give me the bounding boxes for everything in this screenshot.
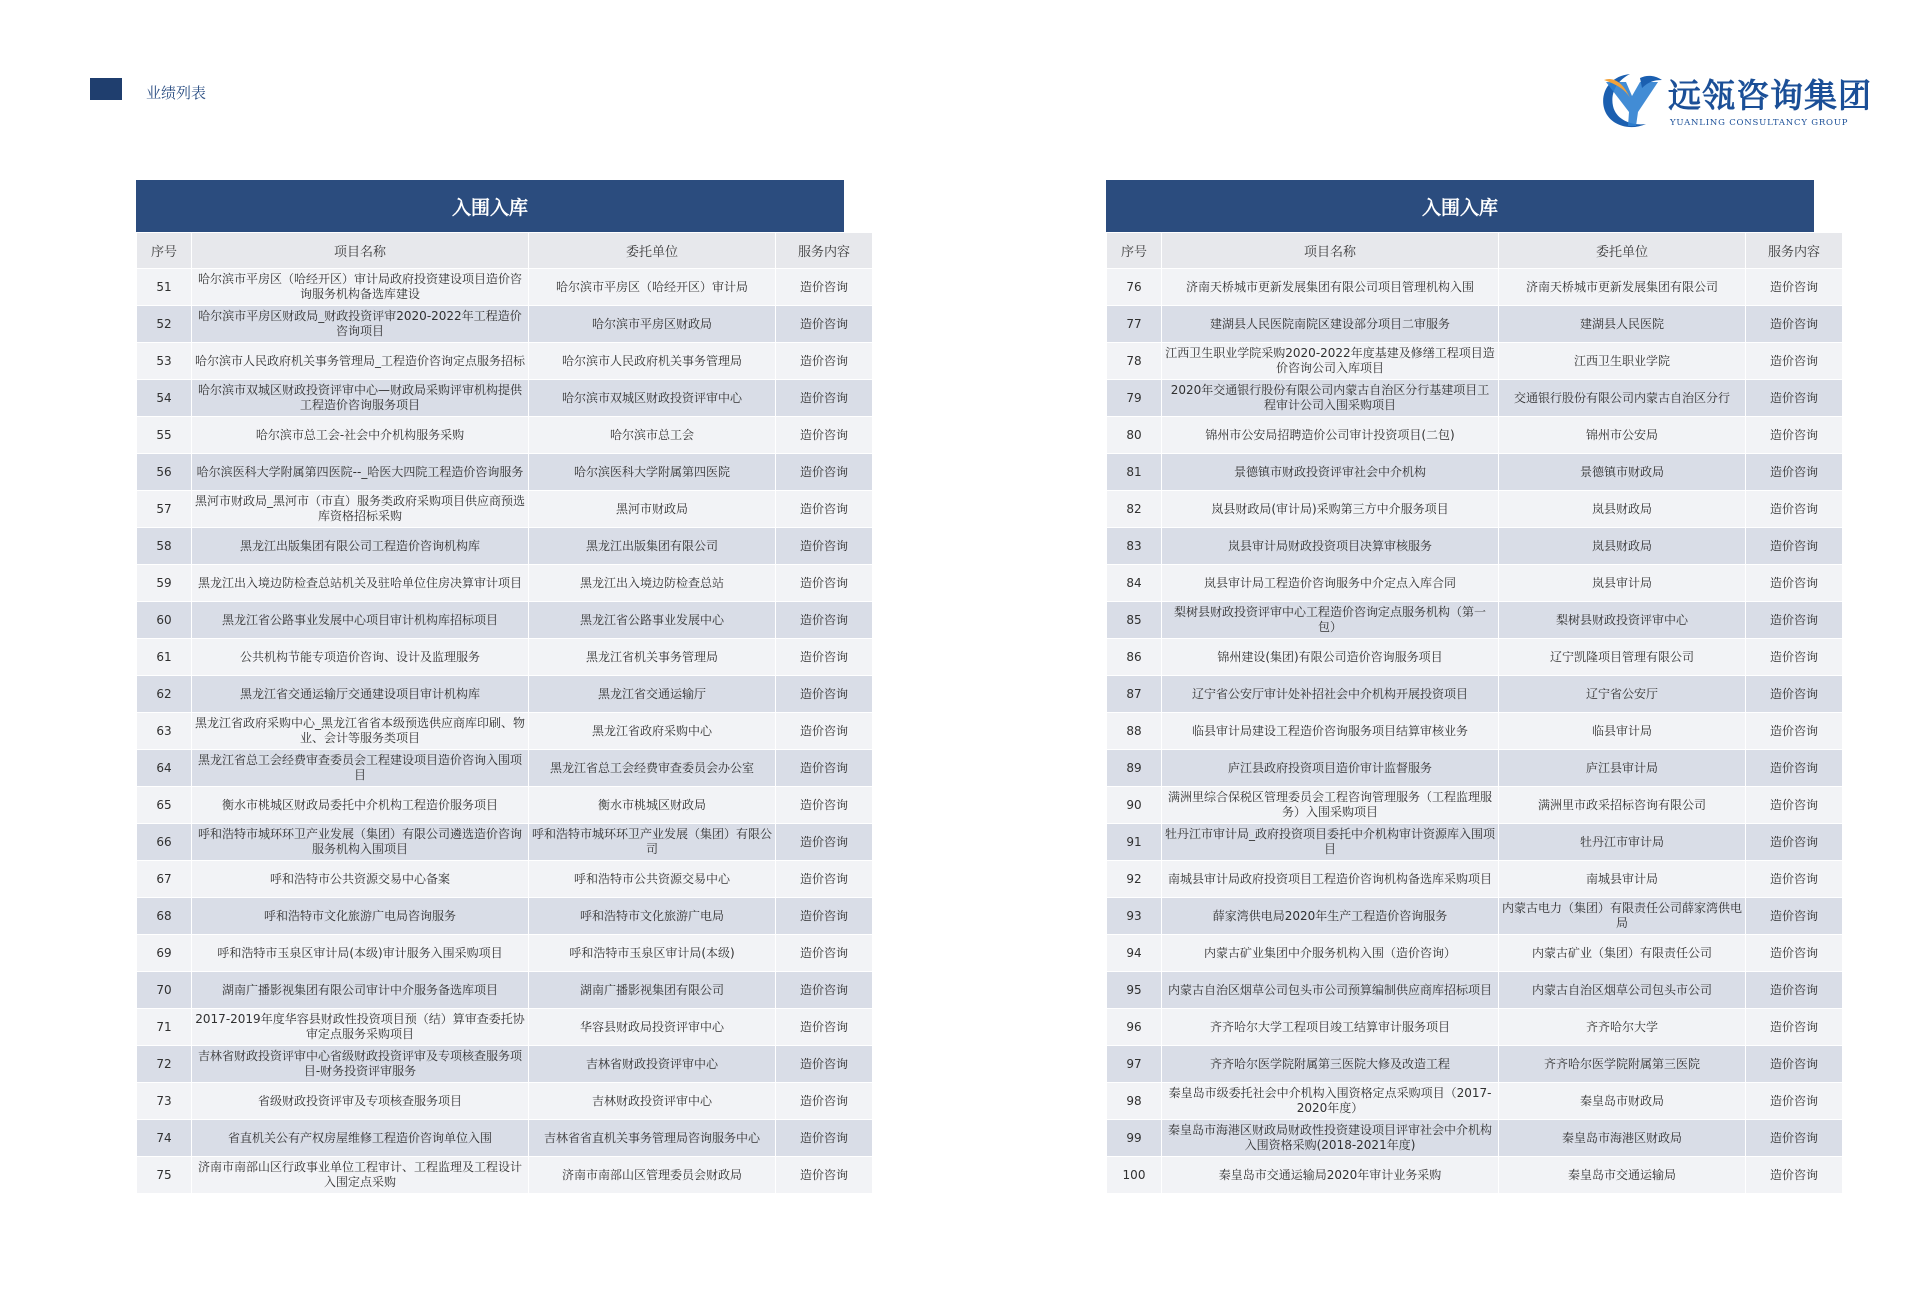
- right-panel-title: 入围入库: [1106, 180, 1814, 232]
- cell-client: 黑龙江省公路事业发展中心: [529, 602, 776, 639]
- cell-no: 64: [137, 750, 192, 787]
- cell-project-name: 哈尔滨市平房区财政局_财政投资评审2020-2022年工程造价咨询项目: [192, 306, 529, 343]
- cell-project-name: 齐齐哈尔医学院附属第三医院大修及改造工程: [1162, 1046, 1499, 1083]
- cell-no: 61: [137, 639, 192, 676]
- table-row: [1107, 491, 1843, 528]
- cell-project-name: 牡丹江市审计局_政府投资项目委托中介机构审计资源库入围项目: [1162, 824, 1499, 861]
- cell-client: 岚县财政局: [1499, 491, 1746, 528]
- logo-text: 远瓴咨询集团: [1668, 76, 1872, 115]
- left-table-panel: [136, 180, 850, 1194]
- right-table: [1106, 232, 1843, 1194]
- cell-service: 造价咨询: [1746, 528, 1843, 565]
- cell-service: 造价咨询: [1746, 1157, 1843, 1194]
- cell-no: 100: [1107, 1157, 1162, 1194]
- cell-no: 73: [137, 1083, 192, 1120]
- col-header-no: 序号: [137, 233, 192, 269]
- col-header-no: 序号: [1107, 233, 1162, 269]
- table-row: [137, 1009, 873, 1046]
- cell-client: 哈尔滨市双城区财政投资评审中心: [529, 380, 776, 417]
- cell-no: 57: [137, 491, 192, 528]
- cell-service: 造价咨询: [776, 1046, 873, 1083]
- table-row: [1107, 380, 1843, 417]
- cell-service: 造价咨询: [1746, 787, 1843, 824]
- cell-project-name: 哈尔滨市平房区（哈经开区）审计局政府投资建设项目造价咨询服务机构备选库建设: [192, 269, 529, 306]
- cell-client: 吉林财政投资评审中心: [529, 1083, 776, 1120]
- cell-no: 83: [1107, 528, 1162, 565]
- cell-service: 造价咨询: [776, 528, 873, 565]
- cell-service: 造价咨询: [776, 1157, 873, 1194]
- cell-client: 黑龙江出版集团有限公司: [529, 528, 776, 565]
- cell-service: 造价咨询: [776, 343, 873, 380]
- cell-no: 62: [137, 676, 192, 713]
- cell-client: 黑龙江省机关事务管理局: [529, 639, 776, 676]
- cell-client: 哈尔滨市平房区财政局: [529, 306, 776, 343]
- cell-project-name: 建湖县人民医院南院区建设部分项目二审服务: [1162, 306, 1499, 343]
- cell-project-name: 济南市南部山区行政事业单位工程审计、工程监理及工程设计入围定点采购: [192, 1157, 529, 1194]
- cell-no: 88: [1107, 713, 1162, 750]
- cell-no: 58: [137, 528, 192, 565]
- cell-client: 交通银行股份有限公司内蒙古自治区分行: [1499, 380, 1746, 417]
- table-row: [137, 713, 873, 750]
- cell-no: 55: [137, 417, 192, 454]
- cell-no: 51: [137, 269, 192, 306]
- cell-no: 97: [1107, 1046, 1162, 1083]
- table-row: [1107, 861, 1843, 898]
- table-header-row: [1107, 233, 1843, 269]
- cell-service: 造价咨询: [1746, 750, 1843, 787]
- cell-client: 黑龙江出入境边防检查总站: [529, 565, 776, 602]
- cell-service: 造价咨询: [1746, 417, 1843, 454]
- cell-no: 66: [137, 824, 192, 861]
- cell-service: 造价咨询: [1746, 1009, 1843, 1046]
- cell-service: 造价咨询: [1746, 269, 1843, 306]
- logo-emblem-icon: [1596, 68, 1666, 134]
- cell-client: 吉林省财政投资评审中心: [529, 1046, 776, 1083]
- cell-project-name: 呼和浩特市玉泉区审计局(本级)审计服务入围采购项目: [192, 935, 529, 972]
- cell-project-name: 衡水市桃城区财政局委托中介机构工程造价服务项目: [192, 787, 529, 824]
- table-row: [137, 454, 873, 491]
- cell-no: 84: [1107, 565, 1162, 602]
- logo-subtitle: YUANLING CONSULTANCY GROUP: [1670, 118, 1849, 128]
- table-row: [137, 306, 873, 343]
- table-row: [1107, 1046, 1843, 1083]
- cell-project-name: 呼和浩特市公共资源交易中心备案: [192, 861, 529, 898]
- cell-no: 90: [1107, 787, 1162, 824]
- cell-no: 89: [1107, 750, 1162, 787]
- cell-service: 造价咨询: [1746, 380, 1843, 417]
- table-row: [137, 750, 873, 787]
- cell-project-name: 济南天桥城市更新发展集团有限公司项目管理机构入围: [1162, 269, 1499, 306]
- cell-project-name: 呼和浩特市城环环卫产业发展（集团）有限公司遴选造价咨询服务机构入围项目: [192, 824, 529, 861]
- table-row: [137, 528, 873, 565]
- table-row: [137, 639, 873, 676]
- cell-client: 内蒙古电力（集团）有限责任公司薛家湾供电局: [1499, 898, 1746, 935]
- cell-project-name: 南城县审计局政府投资项目工程造价咨询机构备选库采购项目: [1162, 861, 1499, 898]
- cell-no: 78: [1107, 343, 1162, 380]
- table-row: [1107, 639, 1843, 676]
- cell-client: 黑龙江省政府采购中心: [529, 713, 776, 750]
- cell-no: 56: [137, 454, 192, 491]
- cell-no: 91: [1107, 824, 1162, 861]
- cell-project-name: 省直机关公有产权房屋维修工程造价咨询单位入围: [192, 1120, 529, 1157]
- cell-no: 79: [1107, 380, 1162, 417]
- cell-client: 牡丹江市审计局: [1499, 824, 1746, 861]
- cell-no: 67: [137, 861, 192, 898]
- cell-no: 85: [1107, 602, 1162, 639]
- cell-project-name: 内蒙古自治区烟草公司包头市公司预算编制供应商库招标项目: [1162, 972, 1499, 1009]
- table-row: [137, 602, 873, 639]
- cell-client: 济南天桥城市更新发展集团有限公司: [1499, 269, 1746, 306]
- table-row: [1107, 343, 1843, 380]
- company-logo: [1596, 68, 1872, 138]
- cell-service: 造价咨询: [1746, 1046, 1843, 1083]
- table-row: [1107, 750, 1843, 787]
- cell-project-name: 岚县财政局(审计局)采购第三方中介服务项目: [1162, 491, 1499, 528]
- cell-project-name: 哈尔滨医科大学附属第四医院--_哈医大四院工程造价咨询服务: [192, 454, 529, 491]
- table-row: [137, 1157, 873, 1194]
- table-row: [1107, 1009, 1843, 1046]
- cell-client: 辽宁省公安厅: [1499, 676, 1746, 713]
- cell-project-name: 黑龙江省总工会经费审查委员会工程建设项目造价咨询入围项目: [192, 750, 529, 787]
- cell-client: 呼和浩特市玉泉区审计局(本级): [529, 935, 776, 972]
- col-header-name: 项目名称: [192, 233, 529, 269]
- table-row: [137, 380, 873, 417]
- col-header-name: 项目名称: [1162, 233, 1499, 269]
- cell-project-name: 临县审计局建设工程造价咨询服务项目结算审核业务: [1162, 713, 1499, 750]
- table-row: [1107, 972, 1843, 1009]
- cell-service: 造价咨询: [1746, 898, 1843, 935]
- col-header-service: 服务内容: [776, 233, 873, 269]
- cell-service: 造价咨询: [1746, 861, 1843, 898]
- cell-project-name: 2017-2019年度华容县财政性投资项目预（结）算审查委托协审定点服务采购项目: [192, 1009, 529, 1046]
- cell-no: 68: [137, 898, 192, 935]
- left-panel-title: 入围入库: [136, 180, 844, 232]
- cell-no: 59: [137, 565, 192, 602]
- cell-service: 造价咨询: [776, 380, 873, 417]
- cell-client: 南城县审计局: [1499, 861, 1746, 898]
- cell-service: 造价咨询: [776, 787, 873, 824]
- cell-client: 呼和浩特市公共资源交易中心: [529, 861, 776, 898]
- cell-project-name: 齐齐哈尔大学工程项目竣工结算审计服务项目: [1162, 1009, 1499, 1046]
- cell-client: 内蒙古矿业（集团）有限责任公司: [1499, 935, 1746, 972]
- cell-project-name: 梨树县财政投资评审中心工程造价咨询定点服务机构（第一包）: [1162, 602, 1499, 639]
- cell-service: 造价咨询: [776, 750, 873, 787]
- cell-no: 76: [1107, 269, 1162, 306]
- cell-no: 63: [137, 713, 192, 750]
- cell-project-name: 内蒙古矿业集团中介服务机构入围（造价咨询）: [1162, 935, 1499, 972]
- cell-client: 呼和浩特市文化旅游广电局: [529, 898, 776, 935]
- cell-service: 造价咨询: [1746, 1120, 1843, 1157]
- cell-no: 53: [137, 343, 192, 380]
- cell-client: 呼和浩特市城环环卫产业发展（集团）有限公司: [529, 824, 776, 861]
- table-row: [1107, 824, 1843, 861]
- cell-client: 秦皇岛市交通运输局: [1499, 1157, 1746, 1194]
- cell-no: 69: [137, 935, 192, 972]
- cell-client: 锦州市公安局: [1499, 417, 1746, 454]
- cell-service: 造价咨询: [776, 898, 873, 935]
- cell-service: 造价咨询: [776, 676, 873, 713]
- cell-service: 造价咨询: [1746, 1083, 1843, 1120]
- cell-client: 齐齐哈尔大学: [1499, 1009, 1746, 1046]
- cell-service: 造价咨询: [1746, 306, 1843, 343]
- cell-service: 造价咨询: [776, 565, 873, 602]
- cell-project-name: 哈尔滨市双城区财政投资评审中心—财政局采购评审机构提供工程造价咨询服务项目: [192, 380, 529, 417]
- cell-client: 建湖县人民医院: [1499, 306, 1746, 343]
- cell-service: 造价咨询: [1746, 639, 1843, 676]
- cell-no: 52: [137, 306, 192, 343]
- cell-service: 造价咨询: [776, 639, 873, 676]
- cell-service: 造价咨询: [776, 417, 873, 454]
- cell-client: 湖南广播影视集团有限公司: [529, 972, 776, 1009]
- cell-client: 庐江县审计局: [1499, 750, 1746, 787]
- table-header-row: [137, 233, 873, 269]
- table-row: [1107, 454, 1843, 491]
- cell-no: 80: [1107, 417, 1162, 454]
- cell-service: 造价咨询: [776, 1009, 873, 1046]
- cell-service: 造价咨询: [776, 972, 873, 1009]
- cell-project-name: 黑龙江省政府采购中心_黑龙江省省本级预选供应商库印刷、物业、会计等服务类项目: [192, 713, 529, 750]
- cell-project-name: 锦州市公安局招聘造价公司审计投资项目(二包): [1162, 417, 1499, 454]
- table-row: [137, 676, 873, 713]
- cell-client: 辽宁凯隆项目管理有限公司: [1499, 639, 1746, 676]
- cell-no: 87: [1107, 676, 1162, 713]
- cell-project-name: 江西卫生职业学院采购2020-2022年度基建及修缮工程项目造价咨询公司入库项目: [1162, 343, 1499, 380]
- cell-client: 江西卫生职业学院: [1499, 343, 1746, 380]
- cell-client: 黑龙江省交通运输厅: [529, 676, 776, 713]
- cell-service: 造价咨询: [1746, 713, 1843, 750]
- cell-no: 72: [137, 1046, 192, 1083]
- cell-client: 哈尔滨医科大学附属第四医院: [529, 454, 776, 491]
- cell-client: 满洲里市政采招标咨询有限公司: [1499, 787, 1746, 824]
- cell-no: 92: [1107, 861, 1162, 898]
- cell-client: 景德镇市财政局: [1499, 454, 1746, 491]
- cell-service: 造价咨询: [1746, 972, 1843, 1009]
- cell-project-name: 黑河市财政局_黑河市（市直）服务类政府采购项目供应商预选库资格招标采购: [192, 491, 529, 528]
- left-table: [136, 232, 873, 1194]
- header-mark: [90, 78, 122, 100]
- cell-project-name: 呼和浩特市文化旅游广电局咨询服务: [192, 898, 529, 935]
- table-row: [137, 1083, 873, 1120]
- table-row: [1107, 898, 1843, 935]
- cell-client: 哈尔滨市平房区（哈经开区）审计局: [529, 269, 776, 306]
- cell-client: 临县审计局: [1499, 713, 1746, 750]
- cell-project-name: 秦皇岛市海港区财政局财政性投资建设项目评审社会中介机构入围资格采购(2018-2021年度): [1162, 1120, 1499, 1157]
- cell-no: 99: [1107, 1120, 1162, 1157]
- cell-service: 造价咨询: [776, 713, 873, 750]
- cell-service: 造价咨询: [1746, 602, 1843, 639]
- cell-client: 秦皇岛市财政局: [1499, 1083, 1746, 1120]
- cell-project-name: 岚县审计局工程造价咨询服务中介定点入库合同: [1162, 565, 1499, 602]
- cell-service: 造价咨询: [776, 454, 873, 491]
- cell-no: 98: [1107, 1083, 1162, 1120]
- cell-service: 造价咨询: [1746, 491, 1843, 528]
- cell-no: 96: [1107, 1009, 1162, 1046]
- cell-client: 岚县审计局: [1499, 565, 1746, 602]
- col-header-service: 服务内容: [1746, 233, 1843, 269]
- cell-no: 75: [137, 1157, 192, 1194]
- cell-service: 造价咨询: [776, 269, 873, 306]
- cell-project-name: 辽宁省公安厅审计处补招社会中介机构开展投资项目: [1162, 676, 1499, 713]
- table-row: [1107, 602, 1843, 639]
- col-header-client: 委托单位: [1499, 233, 1746, 269]
- cell-service: 造价咨询: [776, 491, 873, 528]
- cell-service: 造价咨询: [776, 1083, 873, 1120]
- cell-no: 77: [1107, 306, 1162, 343]
- cell-client: 华容县财政局投资评审中心: [529, 1009, 776, 1046]
- cell-service: 造价咨询: [1746, 676, 1843, 713]
- cell-project-name: 吉林省财政投资评审中心省级财政投资评审及专项核查服务项目-财务投资评审服务: [192, 1046, 529, 1083]
- table-row: [1107, 306, 1843, 343]
- table-row: [137, 491, 873, 528]
- cell-service: 造价咨询: [1746, 454, 1843, 491]
- cell-service: 造价咨询: [776, 602, 873, 639]
- cell-no: 95: [1107, 972, 1162, 1009]
- cell-no: 65: [137, 787, 192, 824]
- cell-no: 93: [1107, 898, 1162, 935]
- cell-client: 吉林省省直机关事务管理局咨询服务中心: [529, 1120, 776, 1157]
- table-row: [1107, 787, 1843, 824]
- cell-client: 哈尔滨市总工会: [529, 417, 776, 454]
- cell-no: 82: [1107, 491, 1162, 528]
- cell-no: 94: [1107, 935, 1162, 972]
- table-row: [137, 1120, 873, 1157]
- cell-project-name: 哈尔滨市总工会-社会中介机构服务采购: [192, 417, 529, 454]
- table-row: [1107, 269, 1843, 306]
- cell-service: 造价咨询: [776, 824, 873, 861]
- table-row: [1107, 1157, 1843, 1194]
- table-row: [137, 898, 873, 935]
- cell-client: 秦皇岛市海港区财政局: [1499, 1120, 1746, 1157]
- table-row: [1107, 528, 1843, 565]
- cell-project-name: 黑龙江出入境边防检查总站机关及驻哈单位住房决算审计项目: [192, 565, 529, 602]
- cell-project-name: 省级财政投资评审及专项核查服务项目: [192, 1083, 529, 1120]
- table-row: [137, 787, 873, 824]
- cell-client: 岚县财政局: [1499, 528, 1746, 565]
- cell-project-name: 满洲里综合保税区管理委员会工程咨询管理服务（工程监理服务）入围采购项目: [1162, 787, 1499, 824]
- cell-no: 81: [1107, 454, 1162, 491]
- table-row: [137, 972, 873, 1009]
- cell-project-name: 秦皇岛市交通运输局2020年审计业务采购: [1162, 1157, 1499, 1194]
- cell-project-name: 景德镇市财政投资评审社会中介机构: [1162, 454, 1499, 491]
- cell-project-name: 黑龙江省公路事业发展中心项目审计机构库招标项目: [192, 602, 529, 639]
- cell-no: 54: [137, 380, 192, 417]
- cell-project-name: 薛家湾供电局2020年生产工程造价咨询服务: [1162, 898, 1499, 935]
- cell-project-name: 哈尔滨市人民政府机关事务管理局_工程造价咨询定点服务招标: [192, 343, 529, 380]
- cell-client: 齐齐哈尔医学院附属第三医院: [1499, 1046, 1746, 1083]
- table-row: [137, 824, 873, 861]
- page-title: 业绩列表: [146, 84, 207, 102]
- table-row: [1107, 713, 1843, 750]
- cell-project-name: 2020年交通银行股份有限公司内蒙古自治区分行基建项目工程审计公司入围采购项目: [1162, 380, 1499, 417]
- table-row: [1107, 417, 1843, 454]
- cell-service: 造价咨询: [776, 1120, 873, 1157]
- cell-project-name: 黑龙江省交通运输厅交通建设项目审计机构库: [192, 676, 529, 713]
- cell-service: 造价咨询: [776, 861, 873, 898]
- cell-no: 74: [137, 1120, 192, 1157]
- cell-client: 衡水市桃城区财政局: [529, 787, 776, 824]
- table-row: [137, 565, 873, 602]
- cell-service: 造价咨询: [1746, 824, 1843, 861]
- table-row: [137, 861, 873, 898]
- cell-service: 造价咨询: [1746, 343, 1843, 380]
- table-row: [137, 269, 873, 306]
- table-row: [1107, 1120, 1843, 1157]
- cell-project-name: 公共机构节能专项造价咨询、设计及监理服务: [192, 639, 529, 676]
- cell-service: 造价咨询: [776, 306, 873, 343]
- cell-service: 造价咨询: [1746, 935, 1843, 972]
- cell-client: 梨树县财政投资评审中心: [1499, 602, 1746, 639]
- table-row: [137, 343, 873, 380]
- cell-no: 70: [137, 972, 192, 1009]
- table-row: [137, 417, 873, 454]
- table-row: [1107, 1083, 1843, 1120]
- cell-project-name: 庐江县政府投资项目造价审计监督服务: [1162, 750, 1499, 787]
- cell-client: 内蒙古自治区烟草公司包头市公司: [1499, 972, 1746, 1009]
- table-row: [137, 1046, 873, 1083]
- cell-project-name: 黑龙江出版集团有限公司工程造价咨询机构库: [192, 528, 529, 565]
- table-row: [1107, 565, 1843, 602]
- cell-no: 60: [137, 602, 192, 639]
- table-row: [1107, 676, 1843, 713]
- cell-service: 造价咨询: [1746, 565, 1843, 602]
- cell-client: 济南市南部山区管理委员会财政局: [529, 1157, 776, 1194]
- cell-project-name: 锦州建设(集团)有限公司造价咨询服务项目: [1162, 639, 1499, 676]
- table-row: [1107, 935, 1843, 972]
- col-header-client: 委托单位: [529, 233, 776, 269]
- cell-project-name: 岚县审计局财政投资项目决算审核服务: [1162, 528, 1499, 565]
- cell-project-name: 湖南广播影视集团有限公司审计中介服务备选库项目: [192, 972, 529, 1009]
- right-table-panel: [1106, 180, 1820, 1194]
- table-row: [137, 935, 873, 972]
- cell-service: 造价咨询: [776, 935, 873, 972]
- cell-client: 哈尔滨市人民政府机关事务管理局: [529, 343, 776, 380]
- cell-client: 黑河市财政局: [529, 491, 776, 528]
- cell-client: 黑龙江省总工会经费审查委员会办公室: [529, 750, 776, 787]
- cell-project-name: 秦皇岛市级委托社会中介机构入围资格定点采购项目（2017-2020年度）: [1162, 1083, 1499, 1120]
- cell-no: 71: [137, 1009, 192, 1046]
- cell-no: 86: [1107, 639, 1162, 676]
